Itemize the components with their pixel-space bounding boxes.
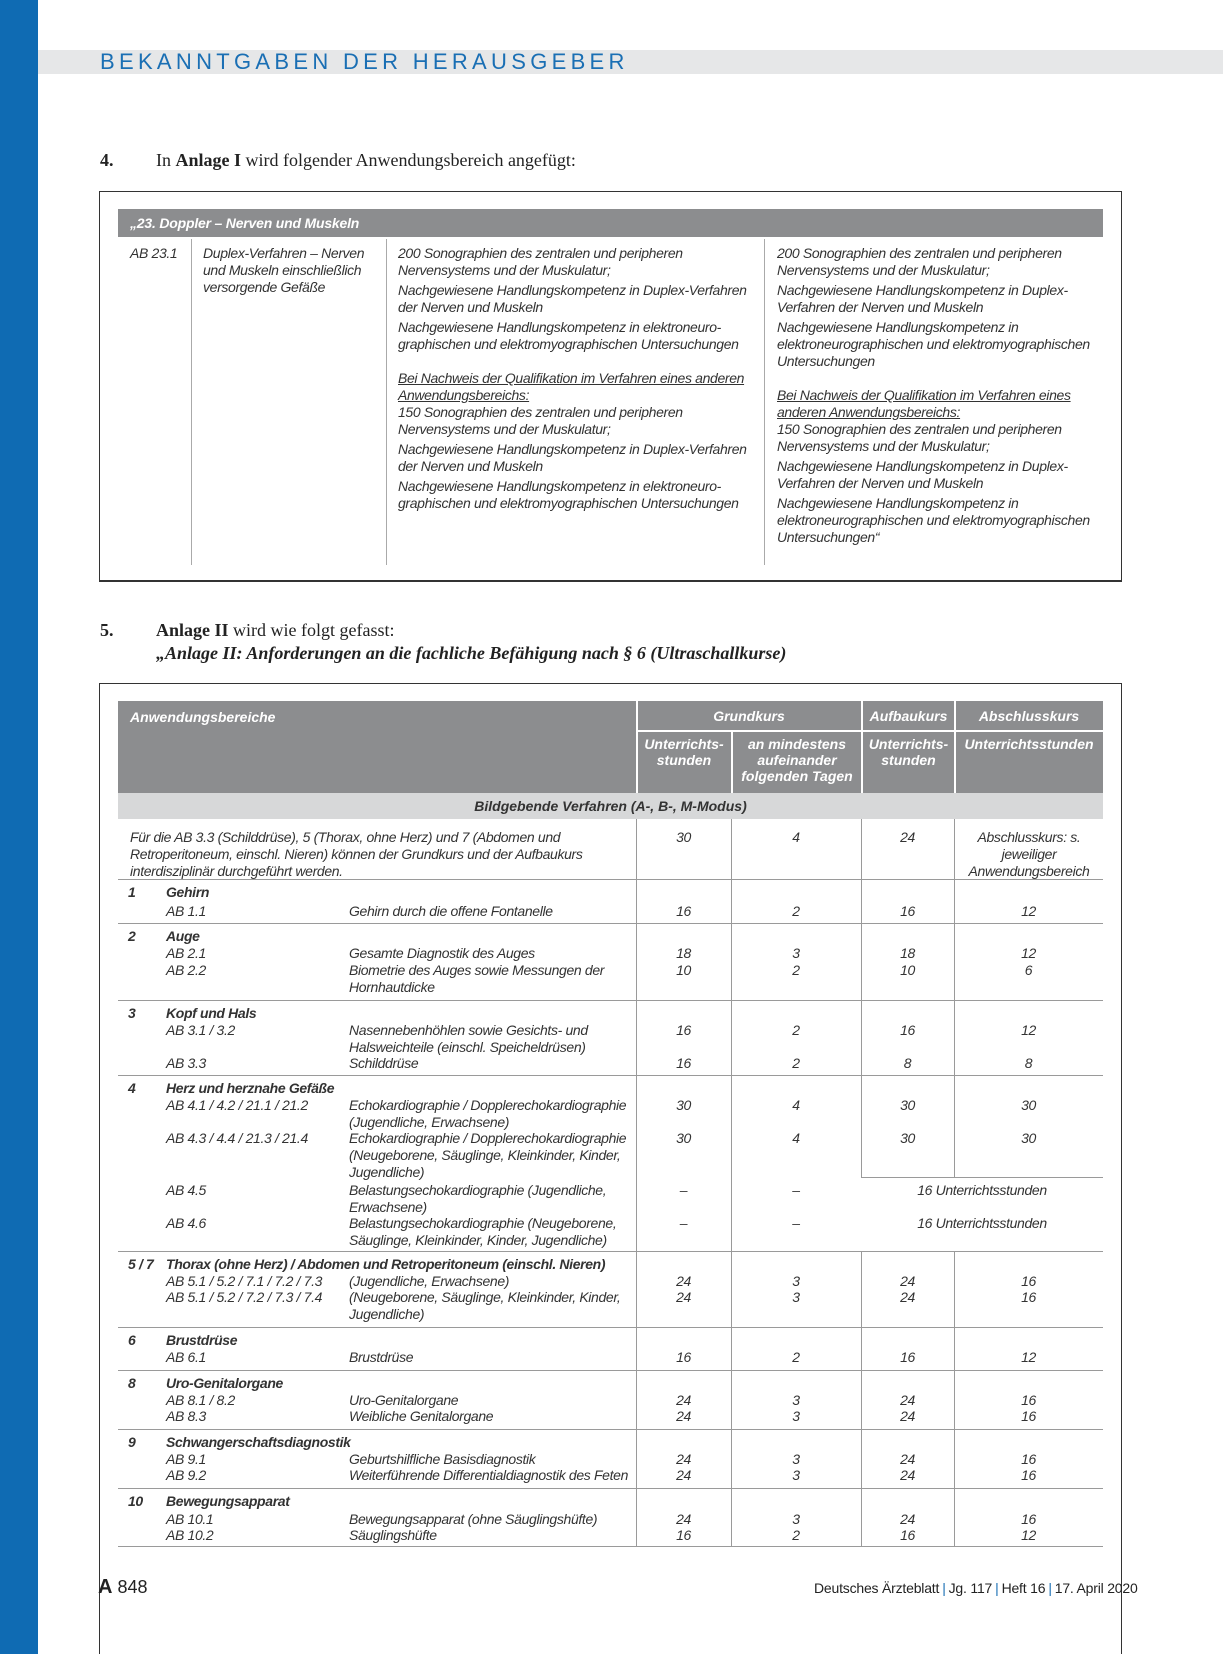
item-grund-days: 2 — [792, 1349, 800, 1365]
item-grund-hours: 10 — [676, 962, 691, 978]
group-number: 8 — [128, 1375, 136, 1391]
item-grund-hours: 16 — [676, 1349, 691, 1365]
item-description: Uro-Genitalorgane — [349, 1392, 459, 1408]
item-code: AB 2.1 — [166, 945, 206, 961]
item-aufbau-hours: 24 — [900, 1451, 915, 1467]
table-1-requirements-col3 — [398, 245, 760, 515]
table-1-text: Nachgewiesene Handlungskompetenz in elektroneuro-graphischen und elektromyographischen Untersuchungen — [398, 478, 739, 511]
group-title: Schwangerschaftsdiagnostik — [166, 1434, 351, 1450]
item-code: AB 5.1 / 5.2 / 7.2 / 7.3 / 7.4 — [166, 1289, 323, 1305]
item-grund-days: 2 — [792, 962, 800, 978]
group-title: Gehirn — [166, 884, 210, 900]
page-number: A 848 — [98, 1576, 148, 1598]
header-divider — [731, 732, 733, 793]
intro-hours: 30 — [676, 829, 691, 845]
item-abschluss-hours: 12 — [1021, 945, 1036, 961]
item-grund-hours: 24 — [676, 1511, 691, 1527]
item-grund-hours: 24 — [676, 1451, 691, 1467]
header-abschlusskurs: Abschlusskurs — [978, 708, 1080, 724]
item-aufbau-hours: 16 — [900, 1527, 915, 1543]
item-aufbau-hours: 24 — [900, 1289, 915, 1305]
header-divider — [954, 701, 956, 793]
item-grund-hours: 16 — [676, 1055, 691, 1071]
item-description: Weiterführende Differentialdiagnostik des Feten — [349, 1467, 629, 1483]
item-code: AB 5.1 / 5.2 / 7.1 / 7.2 / 7.3 — [166, 1273, 323, 1289]
table-1-text: 200 Sonographien des zentralen und peripheren Nervensystems und der Muskulatur; — [398, 245, 683, 278]
item-abschluss-hours: 30 — [1021, 1097, 1036, 1113]
header-grund-days: an mindestens aufeinander folgenden Tagen — [741, 736, 853, 784]
item-grund-days: 3 — [792, 945, 800, 961]
table-1-text: Nachgewiesene Handlungskompetenz in elektroneurographischen und elektromyographischen Untersuchungen“ — [777, 495, 1090, 545]
group-title: Uro-Genitalorgane — [166, 1375, 283, 1391]
item-description: Schilddrüse — [349, 1055, 419, 1071]
page-header-title: BEKANNTGABEN DER HERAUSGEBER — [100, 49, 629, 74]
item-merged-hours: 16 Unterrichtsstunden — [917, 1215, 1047, 1231]
item-merged-hours: 16 Unterrichtsstunden — [917, 1182, 1047, 1198]
item-grund-days: 3 — [792, 1392, 800, 1408]
section-5-text: Anlage II wird wie folgt gefasst: — [156, 620, 395, 640]
group-number: 10 — [128, 1493, 143, 1509]
item-description: Belastungsechokardiographie (Neugeborene, Säuglinge, Kleinkinder, Kinder, Jugendliche) — [349, 1215, 617, 1248]
item-description: Biometrie des Auges sowie Messungen der Hornhautdicke — [349, 962, 605, 995]
item-aufbau-hours: 18 — [900, 945, 915, 961]
item-grund-days: 3 — [792, 1511, 800, 1527]
item-code: AB 6.1 — [166, 1349, 206, 1365]
header-divider — [636, 730, 1103, 732]
item-grund-hours: 24 — [676, 1392, 691, 1408]
item-grund-days: 3 — [792, 1451, 800, 1467]
header-aufbaukurs: Aufbaukurs — [869, 708, 948, 724]
item-code: AB 4.1 / 4.2 / 21.1 / 21.2 — [166, 1097, 308, 1113]
item-grund-days: 3 — [792, 1289, 800, 1305]
item-description: Belastungsechokardiographie (Jugendliche, Erwachsene) — [349, 1182, 607, 1215]
item-description: (Neugeborene, Säuglinge, Kleinkinder, Kinder, Jugendliche) — [349, 1289, 621, 1322]
item-abschluss-hours: 16 — [1021, 1451, 1036, 1467]
table-1-text: 200 Sonographien des zentralen und peripheren Nervensystems und der Muskulatur; — [777, 245, 1062, 278]
item-aufbau-hours: 8 — [903, 1055, 912, 1071]
item-aufbau-hours: 24 — [900, 1511, 915, 1527]
intro-days: 4 — [792, 829, 800, 845]
item-description: (Jugendliche, Erwachsene) — [349, 1273, 510, 1289]
item-abschluss-hours: 16 — [1021, 1392, 1036, 1408]
item-grund-hours: 30 — [676, 1130, 691, 1146]
item-code: AB 9.1 — [166, 1451, 206, 1467]
item-grund-days: 2 — [792, 903, 800, 919]
item-code: AB 10.2 — [166, 1527, 214, 1543]
header-aufbau-hours: Unterrichts-stunden — [868, 736, 949, 768]
item-aufbau-hours: 16 — [900, 1022, 915, 1038]
item-description: Geburtshilfliche Basisdiagnostik — [349, 1451, 536, 1467]
item-aufbau-hours: 10 — [900, 962, 915, 978]
group-number: 6 — [128, 1332, 136, 1348]
item-description: Bewegungsapparat (ohne Säuglingshüfte) — [349, 1511, 598, 1527]
header-divider — [861, 701, 863, 793]
item-abschluss-hours: 8 — [1024, 1055, 1033, 1071]
item-aufbau-hours: 16 — [900, 903, 915, 919]
table-1-text: Nachgewiesene Handlungskompetenz in Duplex-Verfahren der Nerven und Muskeln — [777, 282, 1068, 315]
header-areas: Anwendungsbereiche — [130, 709, 276, 725]
intro-text: Für die AB 3.3 (Schilddrüse), 5 (Thorax, ohne Herz) und 7 (Abdomen und Retroperitoneum, einschl. Nieren) können der Grundkurs und der Aufbaukurs interdisziplinär durchgeführt werden. — [130, 829, 583, 879]
journal-footer: Deutsches Ärzteblatt | Jg. 117 | Heft 16 | 17. April 2020 — [814, 1580, 1138, 1596]
item-description: Gehirn durch die offene Fontanelle — [349, 903, 553, 919]
group-title: Herz und herznahe Gefäße — [166, 1080, 335, 1096]
item-description: Echokardiographie / Dopplerechokardiographie (Jugendliche, Erwachsene) — [349, 1097, 627, 1130]
header-grund-hours: Unterrichts-stunden — [644, 736, 724, 768]
table-1-divider — [386, 239, 387, 565]
item-code: AB 2.2 — [166, 962, 206, 978]
table-1-text: Bei Nachweis der Qualifikation im Verfahren eines anderen Anwendungsbereichs: — [777, 387, 1071, 420]
section-4-number: 4. — [100, 150, 114, 170]
table-1-heading: „23. Doppler – Nerven und Muskeln — [118, 209, 1103, 237]
group-number: 9 — [128, 1434, 136, 1450]
item-abschluss-hours: 12 — [1021, 1349, 1036, 1365]
item-abschluss-hours: 16 — [1021, 1273, 1036, 1289]
item-code: AB 3.1 / 3.2 — [166, 1022, 235, 1038]
item-description: Nasennebenhöhlen sowie Gesichts- und Halsweichteile (einschl. Speicheldrüsen) — [349, 1022, 588, 1055]
item-grund-hours: 24 — [676, 1289, 691, 1305]
item-grund-days: 2 — [792, 1055, 800, 1071]
table-1-requirements-col4 — [777, 245, 1107, 549]
table-1-text: Nachgewiesene Handlungskompetenz in Duplex-Verfahren der Nerven und Muskeln — [398, 282, 747, 315]
left-accent-bar — [0, 0, 38, 1654]
intro-abschluss: Abschlusskurs: s. jeweiliger Anwendungsbereich — [968, 829, 1090, 879]
item-code: AB 4.5 — [166, 1182, 206, 1198]
item-grund-hours: 24 — [676, 1467, 691, 1483]
item-aufbau-hours: 16 — [900, 1349, 915, 1365]
item-abschluss-hours: 16 — [1021, 1408, 1036, 1424]
table-1-text: 150 Sonographien des zentralen und peripheren Nervensystems und der Muskulatur; — [777, 421, 1062, 454]
item-grund-hours: 24 — [676, 1273, 691, 1289]
group-title: Auge — [166, 928, 200, 944]
item-code: AB 4.3 / 4.4 / 21.3 / 21.4 — [166, 1130, 308, 1146]
item-code: AB 1.1 — [166, 903, 206, 919]
item-grund-days: – — [792, 1215, 800, 1231]
item-code: AB 8.1 / 8.2 — [166, 1392, 235, 1408]
intro-aufbau: 24 — [900, 829, 915, 845]
item-abschluss-hours: 12 — [1021, 903, 1036, 919]
item-description: Säuglingshüfte — [349, 1527, 437, 1543]
table-1-text: Bei Nachweis der Qualifikation im Verfahren eines anderen Anwendungsbereichs: — [398, 370, 745, 403]
header-abschluss-hours: Unterrichtsstunden — [964, 736, 1094, 752]
item-aufbau-hours: 24 — [900, 1273, 915, 1289]
item-grund-days: 4 — [792, 1130, 800, 1146]
item-code: AB 3.3 — [166, 1055, 206, 1071]
group-title: Thorax (ohne Herz) / Abdomen und Retroperitoneum (einschl. Nieren) — [166, 1256, 606, 1272]
item-grund-days: 3 — [792, 1467, 800, 1483]
item-abschluss-hours: 16 — [1021, 1511, 1036, 1527]
item-grund-hours: 18 — [676, 945, 691, 961]
item-code: AB 8.3 — [166, 1408, 206, 1424]
item-abschluss-hours: 16 — [1021, 1289, 1036, 1305]
section-5-subtitle: „Anlage II: Anforderungen an die fachliche Befähigung nach § 6 (Ultraschallkurse) — [156, 643, 787, 663]
item-abschluss-hours: 6 — [1024, 962, 1033, 978]
group-title: Kopf und Hals — [166, 1005, 257, 1021]
item-abschluss-hours: 12 — [1021, 1022, 1036, 1038]
group-title: Brustdrüse — [166, 1332, 238, 1348]
item-code: AB 4.6 — [166, 1215, 206, 1231]
item-aufbau-hours: 24 — [900, 1467, 915, 1483]
item-grund-days: 2 — [792, 1022, 800, 1038]
group-number: 4 — [128, 1080, 136, 1096]
group-number: 1 — [128, 884, 136, 900]
item-grund-days: 4 — [792, 1097, 800, 1113]
group-title: Bewegungsapparat — [166, 1493, 290, 1509]
item-grund-hours: 30 — [676, 1097, 691, 1113]
item-abschluss-hours: 12 — [1021, 1527, 1036, 1543]
section-4-text: In Anlage I wird folgender Anwendungsbereich angefügt: — [156, 150, 576, 170]
item-abschluss-hours: 30 — [1021, 1130, 1036, 1146]
item-grund-days: 3 — [792, 1408, 800, 1424]
item-aufbau-hours: 30 — [900, 1097, 915, 1113]
item-grund-hours: 16 — [676, 1527, 691, 1543]
item-aufbau-hours: 24 — [900, 1408, 915, 1424]
item-grund-days: 2 — [792, 1527, 800, 1543]
table-1-text: Nachgewiesene Handlungskompetenz in Duplex-Verfahren der Nerven und Muskeln — [398, 441, 747, 474]
table-1-text: Nachgewiesene Handlungskompetenz in elektroneurographischen und elektromyographischen Untersuchungen — [777, 319, 1090, 369]
item-grund-hours: 24 — [676, 1408, 691, 1424]
table-1-description: Duplex-Verfahren – Nerven und Muskeln einschließlich versorgende Gefäße — [203, 245, 365, 295]
section-5-number: 5. — [100, 620, 114, 640]
table-1-text: Nachgewiesene Handlungskompetenz in Duplex-Verfahren der Nerven und Muskeln — [777, 458, 1068, 491]
item-grund-days: 3 — [792, 1273, 800, 1289]
item-grund-hours: 16 — [676, 1022, 691, 1038]
group-number: 3 — [128, 1005, 136, 1021]
item-description: Echokardiographie / Dopplerechokardiographie (Neugeborene, Säuglinge, Kleinkinder, Kinder, Jugendliche) — [349, 1130, 627, 1180]
group-number: 2 — [128, 928, 136, 944]
item-code: AB 9.2 — [166, 1467, 206, 1483]
item-aufbau-hours: 24 — [900, 1392, 915, 1408]
header-grundkurs: Grundkurs — [713, 708, 785, 724]
group-number: 5 / 7 — [128, 1256, 154, 1272]
table-1-divider — [191, 239, 192, 565]
item-grund-hours: – — [679, 1215, 688, 1231]
item-grund-hours: 16 — [676, 903, 691, 919]
header-divider — [636, 701, 638, 793]
item-aufbau-hours: 30 — [900, 1130, 915, 1146]
item-grund-days: – — [792, 1182, 800, 1198]
table-1-text: 150 Sonographien des zentralen und peripheren Nervensystems und der Muskulatur; — [398, 404, 683, 437]
item-description: Gesamte Diagnostik des Auges — [349, 945, 535, 961]
item-grund-hours: – — [679, 1182, 688, 1198]
table-1-code: AB 23.1 — [130, 245, 178, 261]
table-1-divider — [764, 239, 765, 565]
item-description: Weibliche Genitalorgane — [349, 1408, 494, 1424]
table-1-text: Nachgewiesene Handlungskompetenz in elektroneuro-graphischen und elektromyographischen Untersuchungen — [398, 319, 739, 352]
section-title-bildgebende-verfahren: Bildgebende Verfahren (A-, B-, M-Modus) — [118, 793, 1103, 819]
item-description: Brustdrüse — [349, 1349, 414, 1365]
item-abschluss-hours: 16 — [1021, 1467, 1036, 1483]
item-code: AB 10.1 — [166, 1511, 214, 1527]
